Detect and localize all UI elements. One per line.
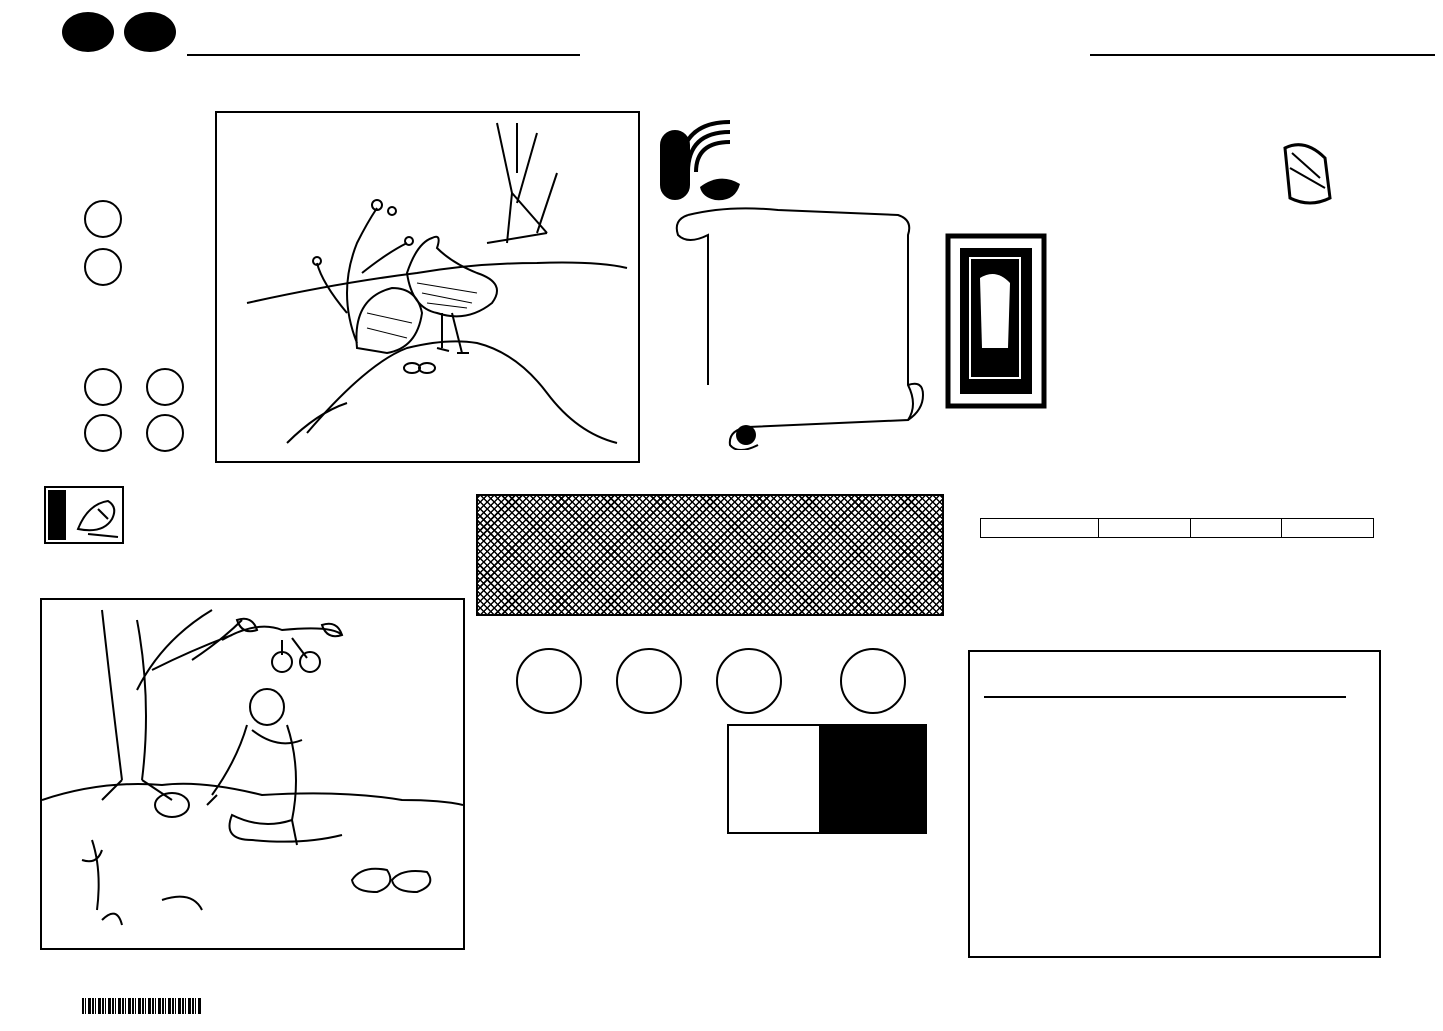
zodiac-ball [84, 368, 122, 406]
door-col-header [1099, 519, 1191, 538]
header-underline-right [1090, 54, 1435, 56]
scroll-shape [668, 205, 930, 450]
jiexue-writer-icon [68, 489, 122, 543]
rooster-drawing [217, 113, 638, 461]
zodiac-ball [146, 414, 184, 452]
results-title-underline [984, 696, 1346, 698]
jiexue-badge-text [48, 490, 66, 540]
zodiac-ball [146, 368, 184, 406]
zodiac-ball [84, 248, 122, 286]
border-right-strip [1412, 92, 1436, 970]
jiexue-badge [44, 486, 124, 544]
zodiac-ball [84, 414, 122, 452]
rooster-illustration [215, 111, 640, 463]
logo-block [930, 108, 1350, 413]
border-bottom-strip [30, 970, 1410, 994]
border-left-strip [12, 92, 36, 970]
zodiac-ball [84, 200, 122, 238]
door-col-header [1190, 519, 1282, 538]
scroll-parchment [668, 205, 930, 450]
boy-tree-illustration [40, 598, 465, 950]
special-number [729, 726, 819, 832]
header-underline-left [187, 54, 580, 56]
door-table [980, 518, 1374, 538]
main-ball [716, 648, 782, 714]
special-box [727, 724, 927, 834]
xunbao-arc-icon [660, 112, 750, 202]
insider-banner [476, 494, 944, 616]
barcode [82, 998, 202, 1022]
border-top-strip [12, 66, 1432, 90]
hk-badge-1 [62, 12, 114, 52]
results-panel [968, 650, 1381, 958]
main-ball [840, 648, 906, 714]
door-col-header [1282, 519, 1374, 538]
main-ball [516, 648, 582, 714]
boy-tree-drawing [42, 600, 463, 948]
hk-badge-2 [124, 12, 176, 52]
main-ball [616, 648, 682, 714]
barcode-bars [82, 998, 202, 1014]
door-col-header [981, 519, 1099, 538]
playing-card-icon [930, 108, 1350, 413]
special-label [819, 726, 925, 832]
